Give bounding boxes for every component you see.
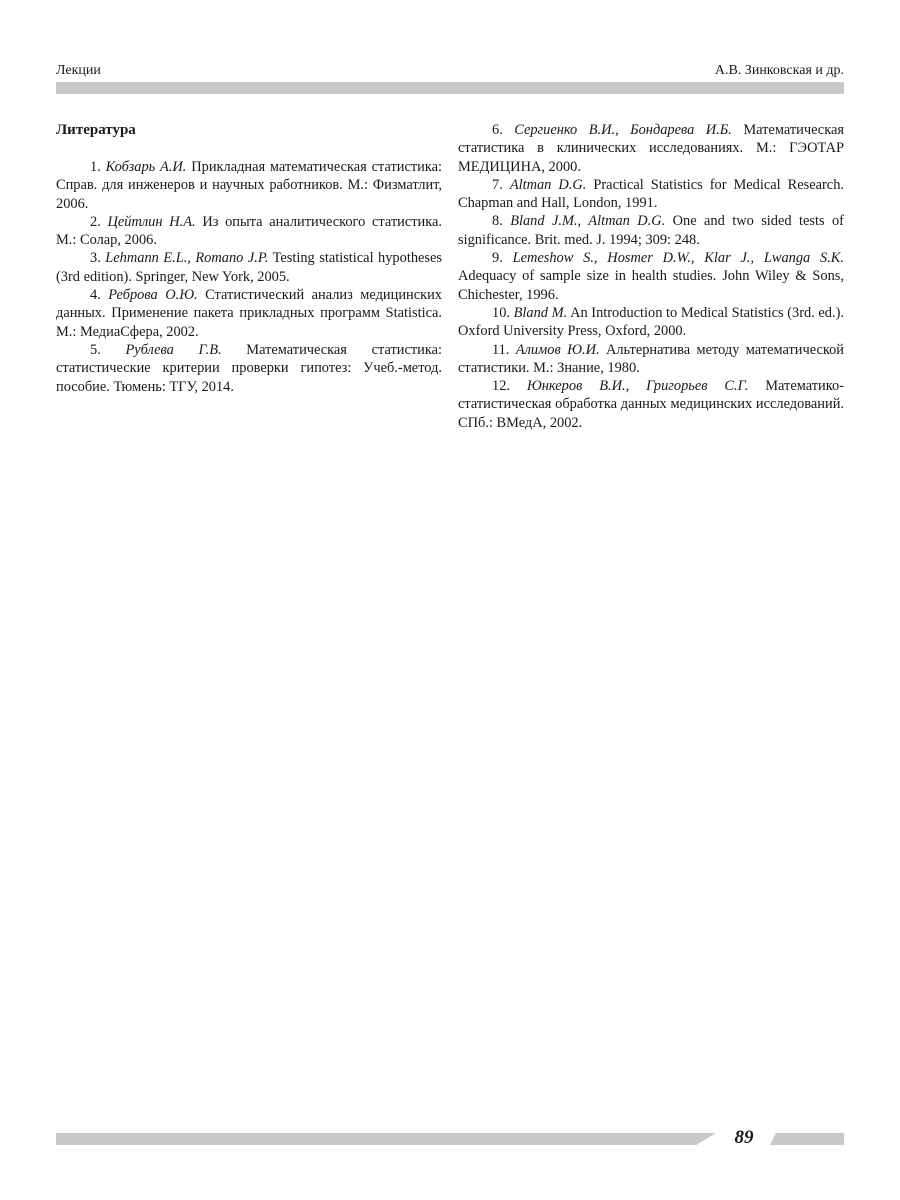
reference-entry	[56, 213, 442, 250]
reference-author: Сергиенко В.И., Бондарева И.Б.	[514, 122, 732, 138]
footer-rule-right	[770, 1133, 844, 1145]
reference-text: An Introduction to Medical Statistics (3rd. ed.). Oxford University Press, Oxford, 2000.	[458, 304, 844, 340]
reference-author: Bland M.	[513, 304, 568, 321]
reference-entry	[458, 341, 844, 378]
reference-number: 12.	[492, 378, 510, 395]
reference-entry	[458, 212, 844, 249]
page-number: 89	[734, 1127, 754, 1148]
reference-entry	[458, 249, 844, 304]
reference-author: Цейтлин Н.А.	[107, 213, 196, 230]
left-column	[56, 121, 442, 396]
reference-author: Алимов Ю.И.	[515, 341, 600, 358]
reference-author: Реброва О.Ю.	[108, 287, 198, 304]
reference-number: 2.	[90, 213, 101, 230]
reference-number: 3.	[90, 250, 101, 267]
reference-number: 9.	[492, 250, 503, 267]
reference-author: Bland J.M., Altman D.G.	[510, 213, 666, 230]
right-column	[458, 121, 844, 432]
reference-text: Testing statistical hypotheses (3rd edition). Springer, New York, 2005.	[56, 250, 442, 285]
reference-number: 6.	[492, 122, 503, 138]
reference-number: 7.	[492, 176, 503, 193]
header-section-name: Лекции	[56, 63, 101, 78]
header-authors: А.В. Зинковская и др.	[714, 63, 844, 78]
header-rule	[56, 82, 844, 94]
reference-entry	[56, 341, 442, 396]
reference-text: Альтернатива методу математической статистики. М.: Знание, 1980.	[458, 341, 845, 376]
reference-text: Статистический анализ медицинских данных. Применение пакета прикладных программ Statistica. М.: МедиаСфера, 2002.	[56, 287, 442, 340]
reference-number: 1.	[90, 159, 101, 175]
reference-number: 8.	[492, 213, 503, 230]
section-title: Литература	[56, 122, 136, 138]
reference-author: Lehmann E.L., Romano J.P.	[105, 250, 269, 267]
references-list-left	[56, 158, 442, 396]
reference-number: 10.	[492, 304, 510, 321]
reference-entry	[56, 249, 442, 286]
reference-text: Practical Statistics for Medical Research. Chapman and Hall, London, 1991.	[458, 176, 844, 212]
reference-text: One and two sided tests of significance. Brit. med. J. 1994; 309: 248.	[458, 213, 844, 248]
reference-author: Юнкеров В.И., Григорьев С.Г.	[526, 378, 749, 395]
reference-entry	[56, 286, 442, 341]
reference-entry	[458, 304, 844, 341]
footer-rule-left	[56, 1133, 716, 1145]
reference-entry	[458, 176, 844, 213]
reference-entry	[458, 121, 844, 176]
running-header	[56, 63, 844, 81]
reference-author: Altman D.G.	[509, 176, 587, 193]
reference-text: Из опыта аналитического статистика. М.: Солар, 2006.	[56, 213, 442, 249]
reference-number: 11.	[492, 341, 510, 358]
references-list-right	[458, 121, 844, 432]
reference-author: Рублева Г.В.	[125, 341, 222, 358]
reference-number: 4.	[90, 287, 101, 304]
reference-number: 5.	[90, 341, 101, 358]
reference-text: Adequacy of sample size in health studies. John Wiley & Sons, Chichester, 1996.	[458, 268, 844, 303]
reference-author: Кобзарь А.И.	[105, 159, 187, 175]
reference-text: Математическая статистика: статистические критерии проверки гипотез: Учеб.-метод. пособие. Тюмень: ТГУ, 2014.	[56, 341, 442, 395]
reference-entry	[56, 158, 442, 213]
reference-author: Lemeshow S., Hosmer D.W., Klar J., Lwanga S.K.	[512, 250, 844, 267]
reference-text: Математико-статистическая обработка данных медицинских исследований. СПб.: ВМедА, 2002.	[458, 378, 844, 431]
reference-text: Прикладная математическая статистика: Справ. для инженеров и научных работников. М.: Физматлит, 2006.	[56, 159, 442, 212]
reference-entry	[458, 377, 844, 432]
reference-text: Математическая статистика в клинических исследованиях. М.: ГЭОТАР МЕДИЦИНА, 2000.	[458, 122, 844, 175]
